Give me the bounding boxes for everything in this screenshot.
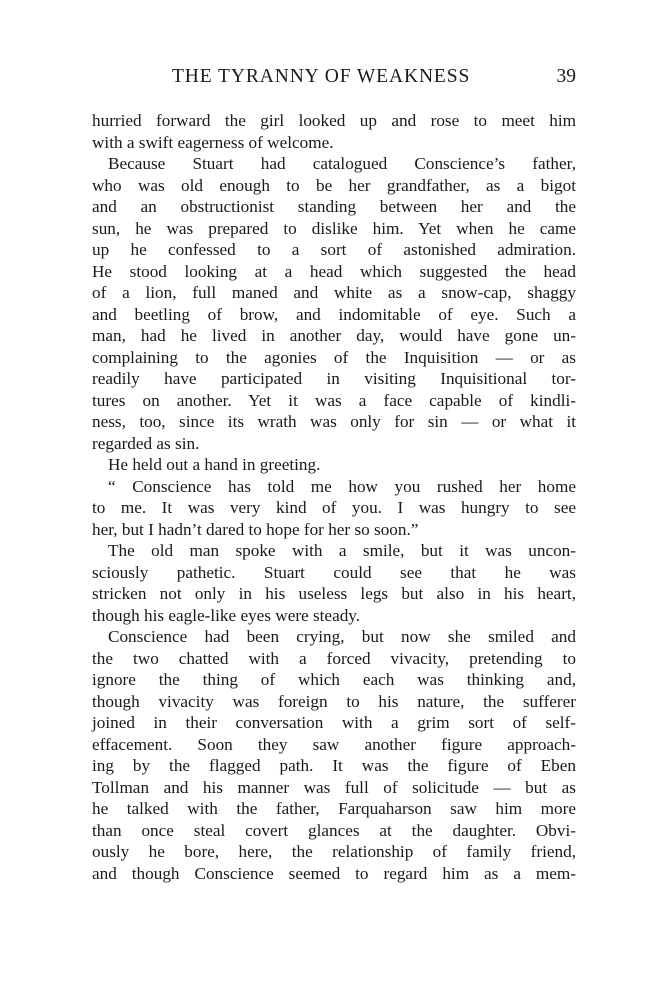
text-line: “ Conscience has told me how you rushed her home: [108, 476, 576, 496]
text-line: up he confessed to a sort of astonished admiration.: [92, 240, 576, 259]
text-line: the two chatted with a forced vivacity, pretending to: [92, 648, 576, 668]
text-line: he talked with the father, Farquaharson saw him more: [92, 799, 576, 818]
text-line: though vivacity was foreign to his nature, the sufferer: [92, 691, 576, 711]
text-line: to me. It was very kind of you. I was hungry to see: [92, 498, 576, 517]
text-line: regarded as sin.: [92, 433, 200, 453]
text-line: of a lion, full maned and white as a snow-cap, shaggy: [92, 283, 576, 302]
text-line: sun, he was prepared to dislike him. Yet when he came: [92, 218, 576, 238]
text-line: effacement. Soon they saw another figure approach-: [92, 734, 576, 754]
text-line: complaining to the agonies of the Inquisition — or as: [92, 347, 576, 367]
text-line: man, had he lived in another day, would have gone un-: [92, 326, 576, 345]
text-line: and though Conscience seemed to regard him as a mem-: [92, 863, 576, 883]
text-line: her, but I hadn’t dared to hope for her so soon.”: [92, 519, 419, 539]
running-title: THE TYRANNY OF WEAKNESS: [172, 66, 471, 87]
text-line: ness, too, since its wrath was only for sin — or what it: [92, 412, 576, 431]
text-line: ously he bore, here, the relationship of family friend,: [92, 842, 576, 861]
text-line: and beetling of brow, and indomitable of eye. Such a: [92, 304, 576, 324]
text-line: who was old enough to be her grandfather, as a bigot: [92, 175, 576, 195]
text-line: stricken not only in his useless legs but also in his heart,: [92, 584, 576, 603]
text-line: hurried forward the girl looked up and rose to meet him: [92, 111, 576, 130]
text-line: though his eagle-like eyes were steady.: [92, 605, 361, 625]
text-line: joined in their conversation with a grim sort of self-: [92, 713, 576, 732]
page-number: 39: [556, 66, 576, 87]
text-line: Because Stuart had catalogued Conscience’s father,: [108, 154, 576, 173]
text-line: ing by the flagged path. It was the figure of Eben: [92, 756, 576, 775]
text-line: ignore the thing of which each was thinking and,: [92, 670, 576, 689]
body-text: [92, 110, 576, 884]
running-head: [92, 66, 576, 92]
text-line: Tollman and his manner was full of solicitude — but as: [92, 777, 576, 797]
text-line: He stood looking at a head which suggested the head: [92, 261, 576, 281]
text-line: readily have participated in visiting Inquisitional tor-: [92, 369, 576, 388]
text-line: than once steal covert glances at the daughter. Obvi-: [92, 820, 576, 840]
text-line: He held out a hand in greeting.: [108, 455, 321, 474]
text-line: The old man spoke with a smile, but it was uncon-: [108, 541, 576, 560]
text-line: tures on another. Yet it was a face capable of kindli-: [92, 390, 576, 410]
text-line: Conscience had been crying, but now she smiled and: [108, 627, 576, 646]
text-line: sciously pathetic. Stuart could see that he was: [92, 562, 576, 582]
text-line: and an obstructionist standing between her and the: [92, 197, 576, 216]
text-line: with a swift eagerness of welcome.: [92, 132, 334, 152]
